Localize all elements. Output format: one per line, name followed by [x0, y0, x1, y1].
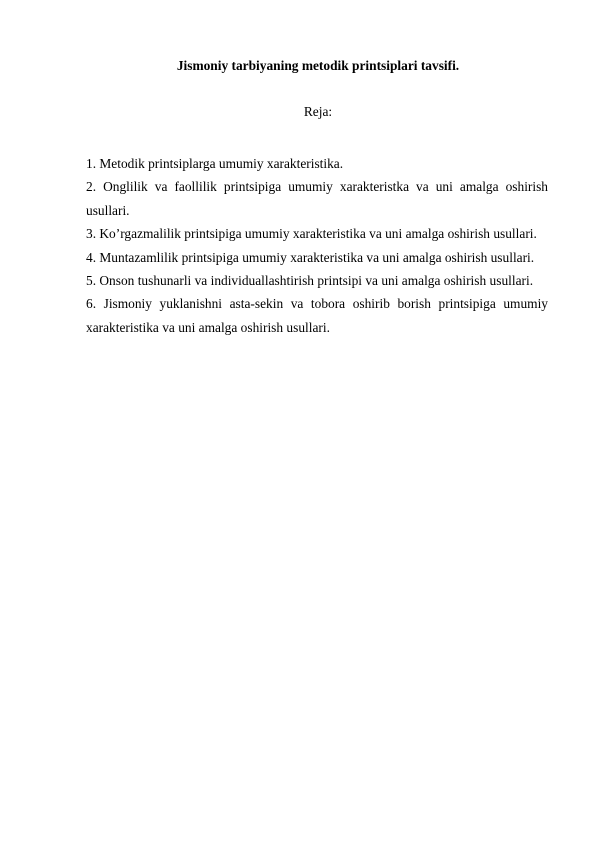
plan-item-1: 1. Metodik printsiplarga umumiy xarakteristika.	[86, 156, 344, 171]
plan-item-6: 6. Jismoniy yuklanishni asta-sekin va tobora oshirib borish printsipiga umumiy xarakteristika va uni amalga oshirish usullari.	[86, 296, 548, 335]
plan-item-2: 2. Onglilik va faollilik printsipiga umumiy xarakteristka va uni amalga oshirish usullari.	[86, 179, 548, 218]
plan-item-3: 3. Ko’rgazmalilik printsipiga umumiy xarakteristika va uni amalga oshirish usullari.	[86, 226, 537, 242]
plan-item-5: 5. Onson tushunarli va individuallashtirish printsipi va uni amalga oshirish usullari.	[86, 273, 534, 289]
plan-item-4: 4. Muntazamlilik printsipiga umumiy xarakteristika va uni amalga oshirish usullari.	[86, 249, 535, 265]
document-title: Jismoniy tarbiyaning metodik printsiplari tavsifi.	[176, 58, 460, 73]
plan-list	[86, 152, 548, 339]
plan-heading: Reja:	[303, 104, 333, 119]
